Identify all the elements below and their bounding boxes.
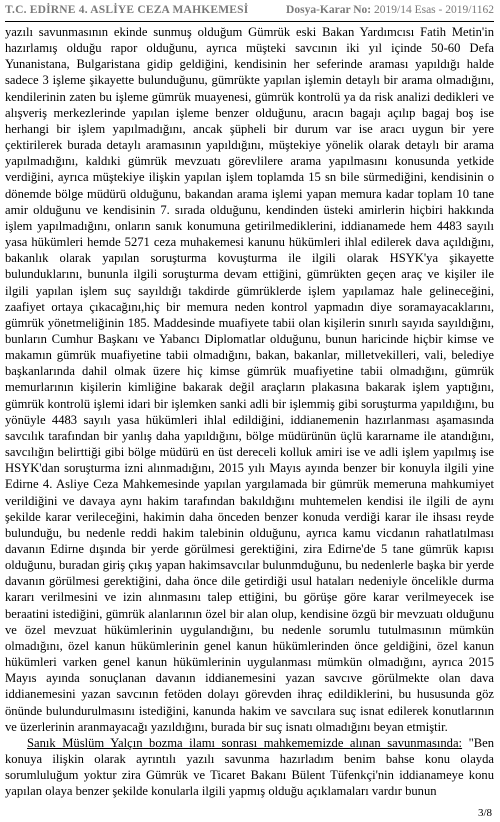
paragraph-defendant-statement bbox=[5, 735, 494, 800]
statement-text: "Ben konuya ilişkin olarak ayrıntılı yazılı savunma hazırladım benim bahse konu olayda sorumluluğum yoktur zira Gümrük ve Ticaret Bakanı Bülent Tüfenkçi'nin iddianameye konu yapılan olaya benzer şekilde konularla ilgili yapmış olduğu açıklamaları vardır bunun bbox=[5, 735, 494, 799]
statement-heading: Sanık Müslüm Yalçın bozma ilamı sonrası mahkememizde alınan savunmasında: bbox=[27, 735, 463, 750]
file-number bbox=[286, 4, 494, 16]
court-name: T.C. EDİRNE 4. ASLİYE CEZA MAHKEMESİ bbox=[5, 4, 249, 16]
page-number: 3/8 bbox=[477, 807, 492, 819]
paragraph-defense-continued: yazılı savunmasının ekinde sunmuş olduğum Gümrük eski Bakan Yardımcısı Fatih Metin'in hazırlamış olduğu rapor olduğunu, ayrıca müşteki savcının iki yıl içinde 50-60 Defa Yunanistana, Bulgaristana gidip geldiğini, kendisinin her seferinde araması yapıldığı halde sadece 3 işleme şikayette bulunduğunu, gümrükte yapılan işlemin detaylı bir arama olmadığını, kendilerinin zaten bu işleme gümrük muayenesi, gümrük kontrolü ya da risk analizi dedikleri ve alışveriş merkezlerinde yapılan işleme benzer olduğunu, aracın bagajı açılıp bagaj boş ise herhangi bir işlem yapılmadığını, ancak şüpheli bir durum var ise aracı uygun bir yere çektirilerek burada detaylı aramasının yapıldığını, müştekiye yönelik olarak detaylı bir arama yapılmadığını, kaldıki gümrük mevzuatı görevlilere arama yapılmasını konusunda yetkide verdiğini, ayrıca müştekiye ilişkin yapılan işlem toplamda 15 sn bile sürmediğini, kendisinin o dönemde bölge müdürü olduğunu, bakandan arama işlemi yapan memura kadar toplam 10 tane amir olduğunu ve kendisinin 7. sırada olduğunu, kendinden üsteki amirlerin hiçbiri hakkında işlem yapılmadığını, onların sanık konumuna getirilmediklerini, iddianamede hem 4483 sayılı yasa hükümleri hemde 5271 ceza muhakemesi kanunu hükümleri ihlal edilerek dava açıldığını, bakanlık olarak yapılan soruşturma kovuşturma ile ilgili olarak HSYK'ya şikayette bulunduklarını, bununla ilgili soruşturma devam ettiğini, gümrükten geçen araç ve kişiler ile ilgili yapılan işlem suç sayıldığı takdirde gümrüklerde işlem yapılamaz hale gelineceğini, zaafiyet ortaya çıkacağını,hiç bir memura neden kontrol yapmadın diye soramayacaklarını, gümrük yönetmeliğinin 185. Maddesinde muafiyete tabii olan kişilerin sınırlı sayıda sayıldığını, bunların Cumhur Başkanı ve Yabancı Diplomatlar olduğunu, bunun haricinde hiçbir kimse ve makamın gümrük muafiyetine tabii olmadığını, bakan, bakanlar, milletvekilleri, vali, belediye başkanlarında dahil olmak üzere hiç kimse gümrük muafiyetine tabii olmadığını, gümrük memurlarının kişilerin kimliğine bakarak değil araçların plakasına bakarak işlem yaptığını, gümrük kontrolü işlemi idari bir işlemken sanki adli bir işlemmiş gibi soruşturma yapıldığını, bu yönüyle 4483 sayılı yasa hükümleri ihlal edildiğini, iddianemenin hazırlanması aşamasında savcılık tarafından bir yanlış daha yapıldığını, bölge müdürünün üçlü kararname ile atandığını, savcılığın belirttiği gibi bölge müdürü en üst dereceli kolluk amiri ise ve adli işlem yapılmış ise HSYK'dan soruşturma izni alınmadığını, 2015 yılı Mayıs ayında benzer bir konuyla ilgili yine Edirne 4. Asliye Ceza Mahkemesinde yapılan yargılamada bir gümrük memeruna mahkumiyet verildiğini ve davaya aynı hakim tarafından bakıldığını muhtemelen kendisi ile ilgili de aynı şekilde karar verileceğini, hakimin daha önceden benzer konuda verdiği karar ile ihsası reyde bulunduğu, bu nedenle reddi hakim talebinin olduğunu, ayrıca kamu vicdanın rahatlatılması davanın Edirne dışında bir yerde görülmesi gerektiğini, zira Edirne'de 5 tane gümrük kapısı olduğunu, buradan giriş çıkış yapan hakimsavcılar bulunmduğunu, bu nedenlerle başka bir yerde davanın görülmesi gerektiğini, daha önce dile getirdiği usul hataları nedeniyle öncelikle durma kararı verilmesini ve izin alınmasını talep ettiğini, bu görüşe göre karar verilmeyecek ise beraatini istediğini, gümrük alanlarının özel bir alan olup, kendisine özgü bir mevzuatı olduğunu ve özel mevzuat hükümlerinin uygulandığını, bu nedenle sorumlu tutulmasının mümkün olmadığını, özel kanun hükümlerinin genel kanun hükümlerinden önce geldiğini, özel kanun hükümleri varken genel kanun hükümlerinin uygulanması mümkün olmadığını, ayrıca 2015 Mayıs ayında sonuçlanan davanın iddianemesini yazan savcıve görülmekte olan dava iddianemesini yazan savcının fetöden dolayı görevden ihraç edildiklerini, bu hususunda göz önünde bulundurulmasını istediğini, kanunda hakim ve savcılara suç isnat edilerek konutlarının ve üzerlerinin aranmayacağı yazıldığını, burada bir suç isnatı olmadığını beyan etmiştir. bbox=[5, 25, 494, 734]
document-body bbox=[5, 24, 494, 800]
page-header bbox=[5, 4, 494, 22]
file-number-value: 2019/14 Esas - 2019/1162 bbox=[374, 4, 494, 16]
file-number-label: Dosya-Karar No: bbox=[286, 4, 372, 16]
